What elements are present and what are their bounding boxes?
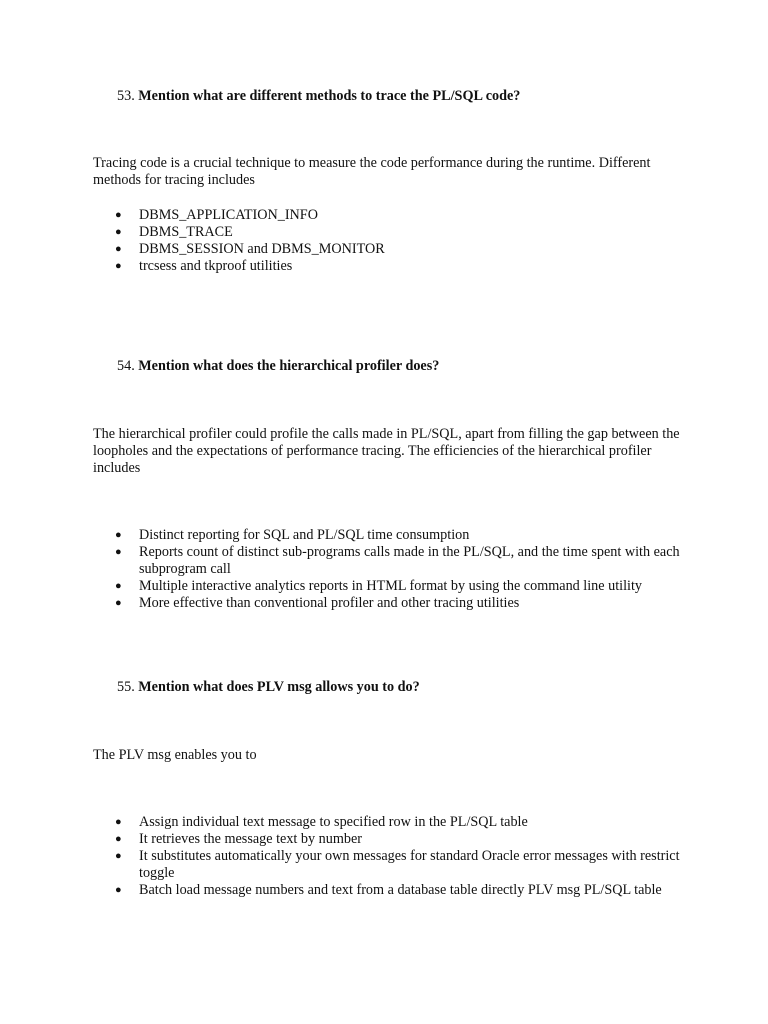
- bullet-icon: ●: [115, 833, 122, 845]
- bullet-list-54: [93, 527, 693, 612]
- bullet-list-53: [93, 207, 693, 275]
- list-item-text: Assign individual text message to specified row in the PL/SQL table: [139, 814, 528, 830]
- list-item: [93, 258, 693, 275]
- question-number: 54.: [117, 358, 135, 374]
- list-item-text: More effective than conventional profiler and other tracing utilities: [139, 595, 520, 611]
- bullet-icon: ●: [115, 209, 122, 221]
- bullet-icon: ●: [115, 243, 122, 255]
- list-item-text: DBMS_APPLICATION_INFO: [139, 207, 318, 223]
- list-item: [93, 241, 693, 258]
- question-number: 53.: [117, 88, 135, 104]
- list-item: [93, 595, 693, 612]
- bullet-icon: ●: [115, 850, 122, 862]
- list-item: [93, 207, 693, 224]
- answer-intro-53: Tracing code is a crucial technique to measure the code performance during the runtime. Different methods for tracing includes: [93, 155, 651, 188]
- list-item-text: trcsess and tkproof utilities: [139, 258, 293, 274]
- list-item: [93, 882, 693, 899]
- bullet-icon: ●: [115, 529, 122, 541]
- list-item-text: Reports count of distinct sub-programs calls made in the PL/SQL, and the time spent with each subprogram call: [139, 544, 680, 577]
- question-heading-55: [117, 679, 420, 696]
- question-title: Mention what are different methods to trace the PL/SQL code?: [138, 88, 521, 104]
- answer-intro-54: The hierarchical profiler could profile the calls made in PL/SQL, apart from filling the gap between the loopholes and the expectations of performance tracing. The efficiencies of the hierarchical profiler includes: [93, 426, 680, 476]
- bullet-icon: ●: [115, 597, 122, 609]
- list-item: [93, 814, 693, 831]
- list-item: [93, 527, 693, 544]
- list-item-text: It substitutes automatically your own messages for standard Oracle error messages with restrict toggle: [139, 848, 680, 881]
- list-item: [93, 831, 693, 848]
- list-item: [93, 848, 693, 882]
- list-item: [93, 544, 693, 578]
- list-item-text: Multiple interactive analytics reports in HTML format by using the command line utility: [139, 578, 643, 594]
- bullet-list-55: [93, 814, 693, 899]
- question-title: Mention what does PLV msg allows you to do?: [138, 679, 420, 695]
- question-heading-54: [117, 358, 439, 375]
- bullet-icon: ●: [115, 260, 122, 272]
- list-item-text: Batch load message numbers and text from a database table directly PLV msg PL/SQL table: [139, 882, 662, 898]
- list-item-text: It retrieves the message text by number: [139, 831, 362, 847]
- list-item-text: DBMS_TRACE: [139, 224, 233, 240]
- bullet-icon: ●: [115, 816, 122, 828]
- list-item-text: Distinct reporting for SQL and PL/SQL time consumption: [139, 527, 470, 543]
- question-title: Mention what does the hierarchical profiler does?: [138, 358, 440, 374]
- list-item: [93, 224, 693, 241]
- list-item: [93, 578, 693, 595]
- bullet-icon: ●: [115, 884, 122, 896]
- bullet-icon: ●: [115, 580, 122, 592]
- question-heading-53: [117, 88, 520, 105]
- bullet-icon: ●: [115, 226, 122, 238]
- answer-intro-55: The PLV msg enables you to: [93, 747, 257, 763]
- list-item-text: DBMS_SESSION and DBMS_MONITOR: [139, 241, 385, 257]
- question-number: 55.: [117, 679, 135, 695]
- bullet-icon: ●: [115, 546, 122, 558]
